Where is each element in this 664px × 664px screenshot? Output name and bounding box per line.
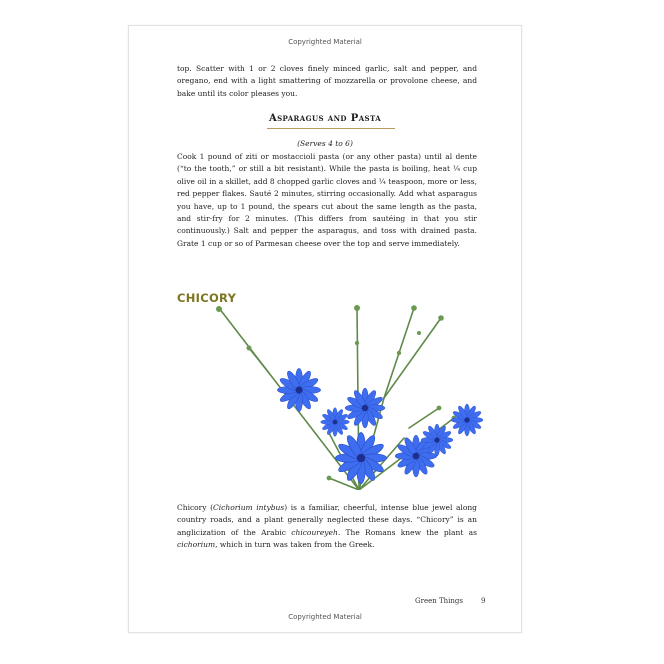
recipe-serves: (Serves 4 to 6) xyxy=(297,139,353,148)
running-footer: Green Things xyxy=(415,597,463,605)
recipe-body: Cook 1 pound of ziti or mostaccioli pasta (or any other pasta) until al dente (“to the tooth,” or still a bit resistant). While the pasta is boiling, heat ¼ cup olive oil in a skillet, add 8 chopped garlic cloves and ¼ teaspoon, more or less, red pepper flakes. Sauté 2 minutes, stirring occasionally. Add what asparagus you have, up to 1 pound, the spears cut about the same length as the pasta, and stir-fry for 2 minutes. (This differs from sautéing in that you stir continuously.) Salt and pepper the asparagus, and toss with drained pasta. Grate 1 cup or so of Parmesan cheese over the top and serve immediately. xyxy=(177,152,477,248)
intro-paragraph: top. Scatter with 1 or 2 cloves finely minced garlic, salt and pepper, and oregano, end with a light smattering of mozzarella or provolone cheese, and bake until its color pleases you. xyxy=(177,64,477,98)
description-text: Chicory ( xyxy=(177,503,214,512)
recipe-title: Asparagus and Pasta xyxy=(268,113,382,124)
book-page xyxy=(128,25,522,633)
title-underline xyxy=(267,128,395,129)
description-text: ) is a familiar, cheerful, intense blue jewel along country roads, and a plant generally neglected these days. “Chicory” is an anglicization of the Arabic xyxy=(177,503,477,537)
section-heading: CHICORY xyxy=(177,291,237,305)
watermark-bottom: Copyrighted Material xyxy=(288,613,362,621)
chicory-description xyxy=(177,502,477,552)
arabic-word: chicoureyeh xyxy=(291,527,338,537)
description-text: . The Romans knew the plant as xyxy=(337,527,477,537)
watermark-top: Copyrighted Material xyxy=(288,38,362,46)
latin-name: Cichorium intybus xyxy=(213,503,285,512)
page-number: 9 xyxy=(481,597,486,605)
chicory-flower-illustration xyxy=(209,278,489,490)
description-text: , which in turn was taken from the Greek. xyxy=(215,540,375,550)
latin-word: cichorium xyxy=(177,540,216,550)
